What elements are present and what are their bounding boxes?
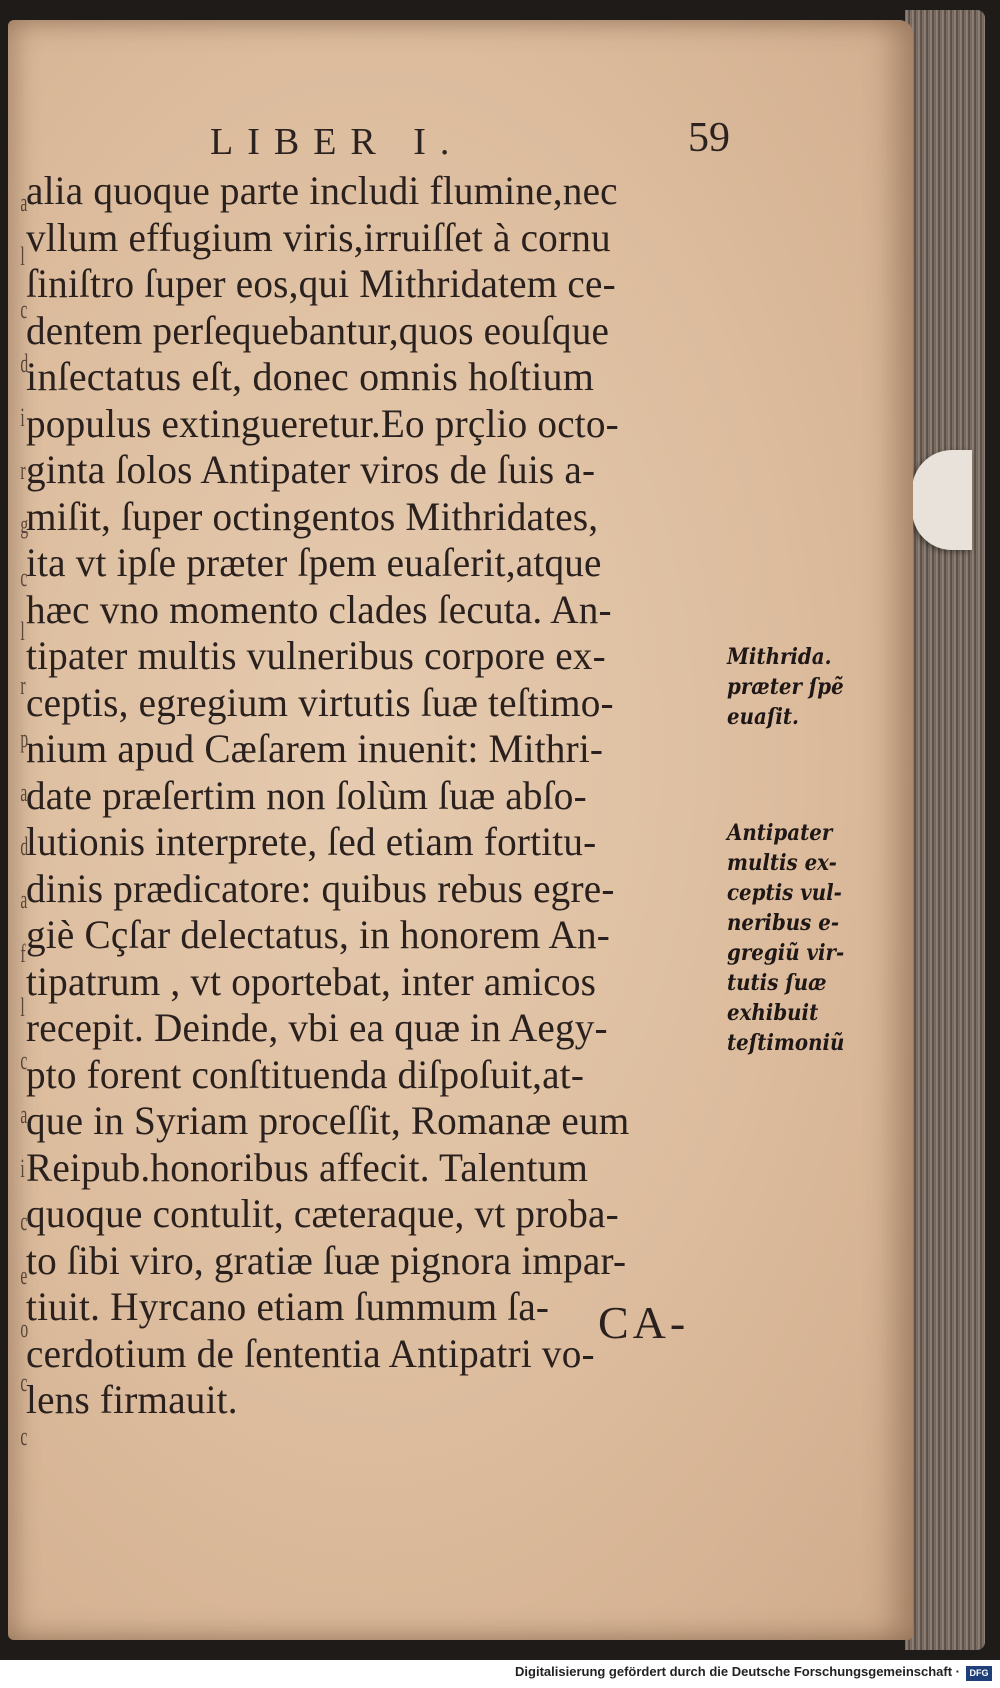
text-line: que in Syriam proceſſit, Romanæ eum (26, 1098, 630, 1143)
text-line: hæc vno momento clades ſecuta. An- (26, 586, 612, 632)
text-line: dinis prædicatore: quibus rebus egre- (26, 865, 615, 911)
note-line: gregiũ vir- (727, 940, 845, 966)
text-line: inſectatus eſt, donec omnis hoſtium (26, 354, 595, 399)
page-header (210, 115, 730, 170)
text-line: nium apud Cæſarem inuenit: Mithri- (26, 726, 604, 771)
note-line: Antipater (727, 820, 833, 846)
text-line: cerdotium de ſententia Antipatri vo- (26, 1330, 595, 1376)
text-line: date præſertim non ſolùm ſuæ abſo- (26, 772, 587, 818)
text-line: tiuit. Hyrcano etiam ſummum ſa- (26, 1284, 550, 1329)
text-line: dentem perſequebantur,quos eouſque (26, 307, 610, 353)
margin-note-mithridates (727, 642, 907, 732)
dfg-logo: DFG (966, 1666, 992, 1681)
text-line: pto forent conſtituenda diſpoſuit,at- (26, 1051, 585, 1097)
text-line: miſit, ſuper octingentos Mithridates, (26, 493, 599, 539)
text-line: lutionis interprete, ſed etiam fortitu- (26, 819, 597, 864)
text-line: quoque contulit, cæteraque, vt proba- (26, 1191, 619, 1236)
page-number: 59 (688, 115, 730, 161)
note-line: ceptis vul- (727, 880, 842, 906)
body-text (26, 168, 716, 1424)
text-line: ſiniſtro ſuper eos,qui Mithridatem ce- (26, 261, 616, 306)
note-line: Mithrida. (727, 644, 832, 670)
note-line: euaſit. (727, 704, 799, 730)
text-line: lens firmauit. (26, 1377, 238, 1422)
text-line: populus extingueretur.Eo prçlio octo- (26, 400, 619, 446)
text-line: alia quoque parte includi flumine,nec (26, 168, 618, 213)
text-line: tipatrum , vt oportebat, inter amicos (26, 958, 597, 1004)
text-line: ginta ſolos Antipater viros de ſuis a- (26, 447, 596, 492)
book-page-edges (905, 10, 985, 1650)
footer-credit-bar (0, 1660, 1000, 1688)
note-line: multis ex- (727, 850, 837, 876)
note-line: tutis ſuæ (727, 970, 827, 996)
text-line: recepit. Deinde, vbi ea quæ in Aegy- (26, 1005, 608, 1050)
text-line: to ſibi viro, gratiæ ſuæ pignora impar- (26, 1237, 627, 1283)
note-line: teſtimoniũ (727, 1030, 845, 1056)
text-line: giè Cçſar delectatus, in honorem An- (26, 912, 611, 957)
text-line: vllum effugium viris,irruiſſet à cornu (26, 214, 611, 260)
text-line: tipater multis vulneribus corpore ex- (26, 633, 606, 678)
text-line: ita vt ipſe præter ſpem euaſerit,atque (26, 540, 602, 585)
running-head: LIBER I. (210, 121, 464, 163)
note-line: exhibuit (727, 1000, 819, 1026)
note-line: neribus e- (727, 910, 840, 936)
margin-note-antipater (727, 818, 907, 1058)
bookmark-tab (912, 450, 972, 550)
note-line: præter ſpẽ (727, 674, 844, 700)
gutter-bleed-through: a l c d i r g c l r p a d a f l c a i c e o c c (20, 188, 29, 1451)
text-line: Reipub.honoribus affecit. Talentum (26, 1144, 589, 1190)
funding-credit: Digitalisierung gefördert durch die Deutsche Forschungsgemeinschaft · (515, 1664, 960, 1679)
margin-notes (727, 642, 907, 1144)
catchword: CA- (598, 1297, 690, 1348)
text-line: ceptis, egregium virtutis ſuæ teſtimo- (26, 679, 614, 725)
